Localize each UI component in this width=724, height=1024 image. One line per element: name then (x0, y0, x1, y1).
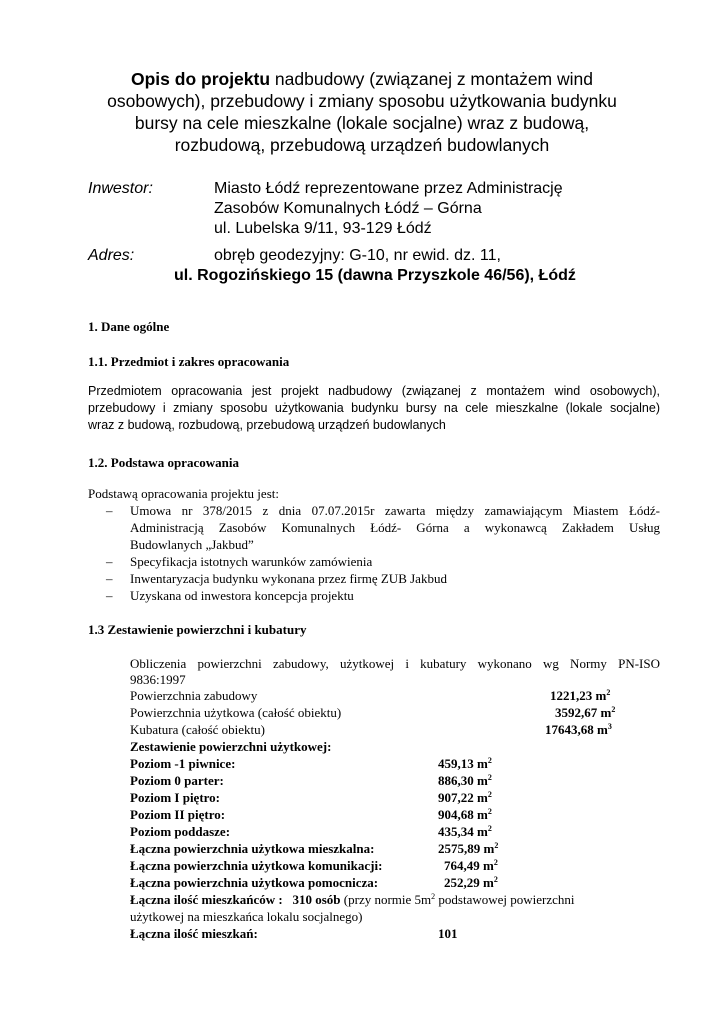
basis-item-2: Specyfikacja istotnych warunków zamówienia (130, 554, 373, 569)
residents-line: Łączna ilość mieszkańców : 310 osób (przy normie $5m^2$ podstawowej powierzchni (130, 892, 575, 907)
usable-area-value: 3592,67 $m^2$ (555, 705, 616, 720)
section-heading-1: 1. Dane ogólne (88, 319, 170, 334)
basis-intro: Podstawą opracowania projektu jest: (88, 486, 279, 501)
level-label: Poziom II piętro: (130, 807, 226, 822)
title-line-2: osobowych), przebudowy i zmiany sposobu użytkowania budynku (107, 91, 617, 111)
built-area-label: Powierzchnia zabudowy (130, 688, 258, 703)
investor-line-1: Miasto Łódź reprezentowane przez Administrację (214, 180, 563, 197)
flats-value: 101 (438, 926, 458, 941)
subject-line-2: przebudowy i zmiany sposobu użytkowania budynku bursy na cele mieszkalne (lokale socjalne) (88, 401, 660, 415)
area-intro-line-2: 9836:1997 (130, 672, 186, 687)
basis-item-3: Inwentaryzacja budynku wykonana przez firmę ZUB Jakbud (130, 571, 447, 586)
usable-area-label: Powierzchnia użytkowa (całość obiektu) (130, 705, 342, 720)
level-label: Poziom poddasze: (130, 824, 231, 839)
volume-label: Kubatura (całość obiektu) (130, 722, 266, 737)
level-value: 459,13 $m^2$ (438, 756, 492, 771)
basis-item-1-line-2: Administracją Zasobów Komunalnych Łódź- Górna a wykonawcą Zakładem Usług (130, 520, 660, 535)
address-label: Adres: (88, 247, 135, 264)
subject-line-3: wraz z budową, rozbudową, przebudową urządzeń budowlanych (88, 418, 446, 432)
level-value: 907,22 $m^2$ (438, 790, 492, 805)
flats-label: Łączna ilość mieszkań: (130, 926, 258, 941)
basis-item-1-line-3: Budowlanych „Jakbud” (130, 537, 254, 552)
level-value: 904,68 $m^2$ (438, 807, 492, 822)
address-line-1: obręb geodezyjny: G-10, nr ewid. dz. 11, (214, 247, 501, 264)
breakdown-heading: Zestawienie powierzchni użytkowej: (130, 739, 332, 754)
investor-line-2: Zasobów Komunalnych Łódź – Górna (214, 200, 482, 217)
address-line-2: ul. Rogozińskiego 15 (dawna Przyszkole 46/56), Łódź (174, 267, 576, 284)
section-heading-1-1: 1.1. Przedmiot i zakres opracowania (88, 354, 290, 369)
level-label: Poziom -1 piwnice: (130, 756, 236, 771)
level-value: 252,29 $m^2$ (444, 875, 498, 890)
level-value: 435,34 $m^2$ (438, 824, 492, 839)
residents-note-line-2: użytkowej na mieszkańca lokalu socjalnego) (130, 909, 363, 924)
bullet-marker: – (106, 588, 113, 603)
volume-value: 17643,68 $m^3$ (545, 722, 612, 737)
area-intro-line-1: Obliczenia powierzchni zabudowy, użytkowej i kubatury wykonano wg Normy PN-ISO (130, 656, 660, 671)
title-line-1: nadbudowy (związanej z montażem wind (270, 69, 593, 89)
basis-item-1 (130, 502, 660, 553)
section-heading-1-3: 1.3 Zestawienie powierzchni i kubatury (88, 622, 307, 637)
title-line-4: rozbudową, przebudową urządzeń budowlanych (174, 135, 550, 155)
level-label: Łączna powierzchnia użytkowa pomocnicza: (130, 875, 379, 890)
residents-value: 310 osób (292, 892, 341, 907)
bullet-marker: – (106, 571, 113, 586)
level-value: 764,49 $m^2$ (444, 858, 498, 873)
subject-line-1: Przedmiotem opracowania jest projekt nadbudowy (związanej z montażem wind osobowych), (88, 384, 660, 398)
level-label: Poziom I piętro: (130, 790, 221, 805)
document-title (60, 68, 664, 156)
subject-paragraph (88, 383, 660, 434)
bullet-marker: – (106, 554, 113, 569)
residents-label: Łączna ilość mieszkańców : (130, 892, 283, 907)
section-heading-1-2: 1.2. Podstawa opracowania (88, 455, 239, 470)
level-label: Łączna powierzchnia użytkowa mieszkalna: (130, 841, 375, 856)
investor-line-3: ul. Lubelska 9/11, 93-129 Łódź (214, 220, 432, 237)
level-value: 2575,89 $m^2$ (438, 841, 499, 856)
level-label: Łączna powierzchnia użytkowa komunikacji: (130, 858, 383, 873)
level-value: 886,30 $m^2$ (438, 773, 492, 788)
investor-label: Inwestor: (88, 180, 153, 197)
level-label: Poziom 0 parter: (130, 773, 224, 788)
built-area-value: 1221,23 $m^2$ (550, 688, 611, 703)
basis-item-4: Uzyskana od inwestora koncepcja projektu (130, 588, 354, 603)
title-line-3: bursy na cele mieszkalne (lokale socjalne) wraz z budową, (134, 113, 590, 133)
title-bold-lead: Opis do projektu (131, 69, 271, 89)
basis-item-1-line-1: Umowa nr 378/2015 z dnia 07.07.2015r zawarta między zamawiającym Miastem Łódź- (130, 503, 660, 518)
bullet-marker: – (106, 503, 113, 518)
